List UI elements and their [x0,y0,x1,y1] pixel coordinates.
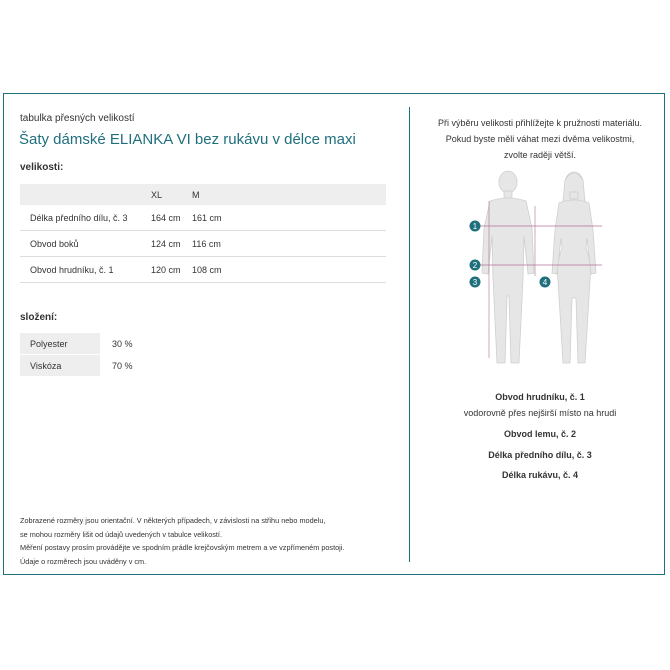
body-measurement-figure [466,168,606,374]
intro-line: zvolte raději větší. [503,150,577,160]
column-header: M [192,184,233,205]
marker-4-icon [540,277,551,288]
cell-xl: 124 cm [151,231,192,257]
table-row [20,205,386,231]
svg-text:1: 1 [472,222,478,231]
sizes-label: velikosti: [20,162,64,173]
row-label: Obvod boků [20,231,151,257]
row-label: Délka předního dílu, č. 3 [20,205,151,231]
cell-xl: 120 cm [151,257,192,283]
size-guide-intro [430,115,650,163]
female-silhouette-icon [552,172,596,363]
material-percent: 70 % [100,355,172,377]
male-silhouette-icon [482,171,534,363]
svg-text:3: 3 [472,278,478,287]
marker-3-icon [470,277,481,288]
cell-m: 116 cm [192,231,233,257]
intro-line: Při výběru velikosti přihlížejte k pružnosti materiálu. [437,118,643,128]
table-row [20,333,172,355]
svg-text:2: 2 [472,261,478,270]
composition-label: složení: [20,312,58,323]
cell-m: 108 cm [192,257,233,283]
disclaimer-notes [20,514,344,568]
measure-front-length-label: Délka předního dílu, č. 3 [488,450,592,460]
cell-xl: 164 cm [151,205,192,231]
measure-hem-label: Obvod lemu, č. 2 [503,429,577,439]
column-header [20,184,151,205]
note-line: Zobrazené rozměry jsou orientační. V některých případech, v závislosti na střihu nebo modelu, [20,516,326,525]
composition-table [20,333,172,377]
column-divider [409,107,410,562]
marker-1-icon [470,221,481,232]
row-label: Obvod hrudníku, č. 1 [20,257,151,283]
svg-text:4: 4 [542,278,548,287]
measure-chest-description: vodorovně přes nejširší místo na hrudi [463,408,617,418]
note-line: Měření postavy prosím provádějte ve spodním prádle krejčovským metrem a ve vzpřímeném postoji. [20,543,345,552]
page-title: Šaty dámské ELIANKA VI bez rukávu v délce maxi [19,131,356,148]
table-row [20,257,386,283]
material-name: Polyester [20,333,100,355]
intro-line: Pokud byste měli váhat mezi dvěma velikostmi, [445,134,635,144]
marker-2-icon [470,260,481,271]
cell-m: 161 cm [192,205,233,231]
note-line: se mohou rozměry lišit od údajů uvedených v tabulce velikostí. [20,529,222,539]
sizes-header-row [20,184,386,205]
table-row [20,355,172,377]
measure-chest-label: Obvod hrudníku, č. 1 [495,392,585,402]
column-header-spacer [233,184,386,205]
sizes-table [20,184,386,283]
table-row [20,231,386,257]
measure-sleeve-length-label: Délka rukávu, č. 4 [501,470,579,480]
material-name: Viskóza [20,355,100,377]
note-line: Údaje o rozměrech jsou uváděny v cm. [20,556,147,566]
material-percent: 30 % [100,333,172,355]
page-subtitle: tabulka přesných velikostí [20,113,135,124]
column-header: XL [151,184,192,205]
